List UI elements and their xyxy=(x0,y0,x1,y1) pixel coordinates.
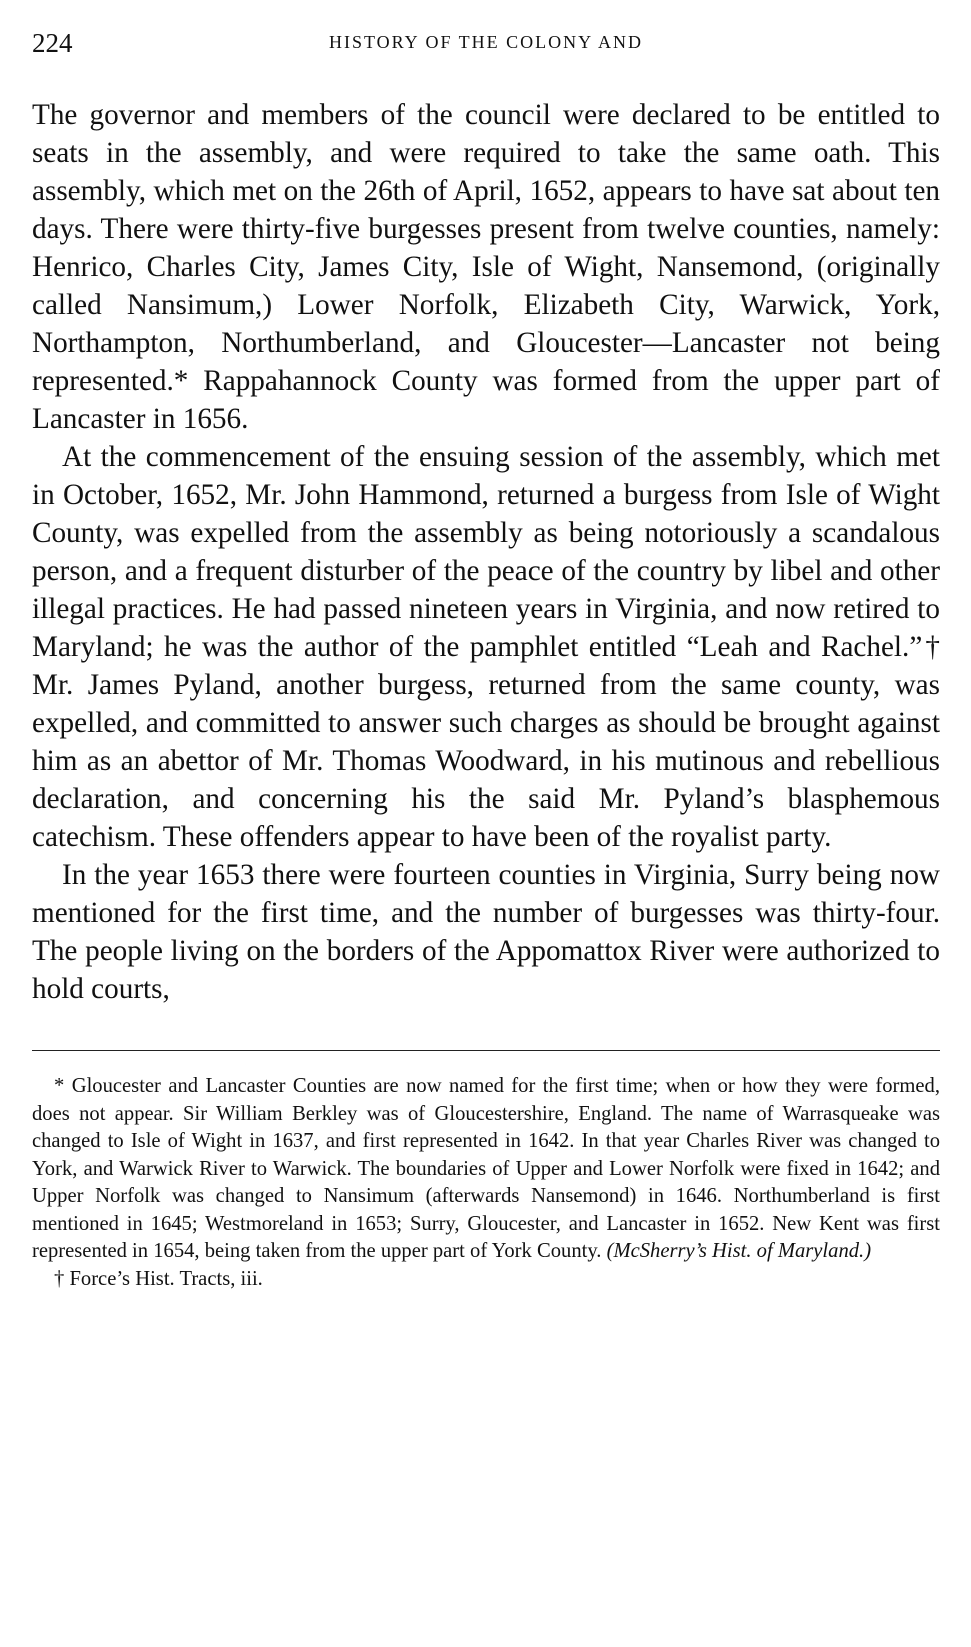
paragraph-2: At the commencement of the ensuing session of the assembly, which met in October, 1652, Mr. John Hammond, returned a burgess from Isle of Wight County, was expelled from the assembly as being notoriously a scandalous person, and a frequent disturber of the peace of the country by libel and other illegal practices. He had passed nineteen years in Virginia, and now retired to Maryland; he was the author of the pamphlet entitled “Leah and Rachel.”† Mr. James Pyland, another burgess, returned from the same county, was expelled, and committed to answer such charges as should be brought against him as an abettor of Mr. Thomas Woodward, in his mutinous and rebellious declaration, and concerning his the said Mr. Pyland’s blasphemous catechism. These offenders appear to have been of the royalist party. xyxy=(32,441,940,853)
paragraph-1: The governor and members of the council were declared to be entitled to seats in the assembly, and were required to take the same oath. This assembly, which met on the 26th of April, 1652, appears to have sat about ten days. There were thirty-five burgesses present from twelve counties, namely: Henrico, Charles City, James City, Isle of Wight, Nansemond, (originally called Nansimum,) Lower Norfolk, Elizabeth City, Warwick, York, Northampton, Northumberland, and Gloucester—Lancaster not being represented.* Rappahannock County was formed from the upper part of Lancaster in 1656. xyxy=(32,99,940,435)
footnotes xyxy=(32,1073,940,1293)
page-number: 224 xyxy=(32,28,73,58)
paragraph-3: In the year 1653 there were fourteen counties in Virginia, Surry being now mentioned for the first time, and the number of burgesses was thirty-four. The people living on the borders of the Appomattox River were authorized to hold courts, xyxy=(32,859,940,1005)
footnote-rule xyxy=(32,1050,940,1051)
footnote-1-citation: (McSherry’s Hist. of Maryland.) xyxy=(606,1240,872,1262)
running-head xyxy=(32,28,940,68)
footnote-2: † Force’s Hist. Tracts, iii. xyxy=(54,1267,263,1290)
footnote-1 xyxy=(32,1073,940,1266)
book-page xyxy=(32,28,940,1293)
running-title: HISTORY OF THE COLONY AND xyxy=(328,32,644,52)
footnote-1-text: * Gloucester and Lancaster Counties are now named for the first time; when or how they were formed, does not appear. Sir William Berkley was of Gloucestershire, England. The name of Warrasqueake was changed to Isle of Wight in 1637, and first represented in 1642. In that year Charles River was changed to York, and Warwick River to Warwick. The boundaries of Upper and Lower Norfolk were fixed in 1642; and Upper Norfolk was changed to Nansimum (afterwards Nansemond) in 1646. Northumberland is first mentioned in 1645; Westmoreland in 1653; Surry, Gloucester, and Lancaster in 1652. New Kent was first represented in 1654, being taken from the upper part of York County. xyxy=(32,1075,940,1262)
body-text xyxy=(32,96,940,1008)
